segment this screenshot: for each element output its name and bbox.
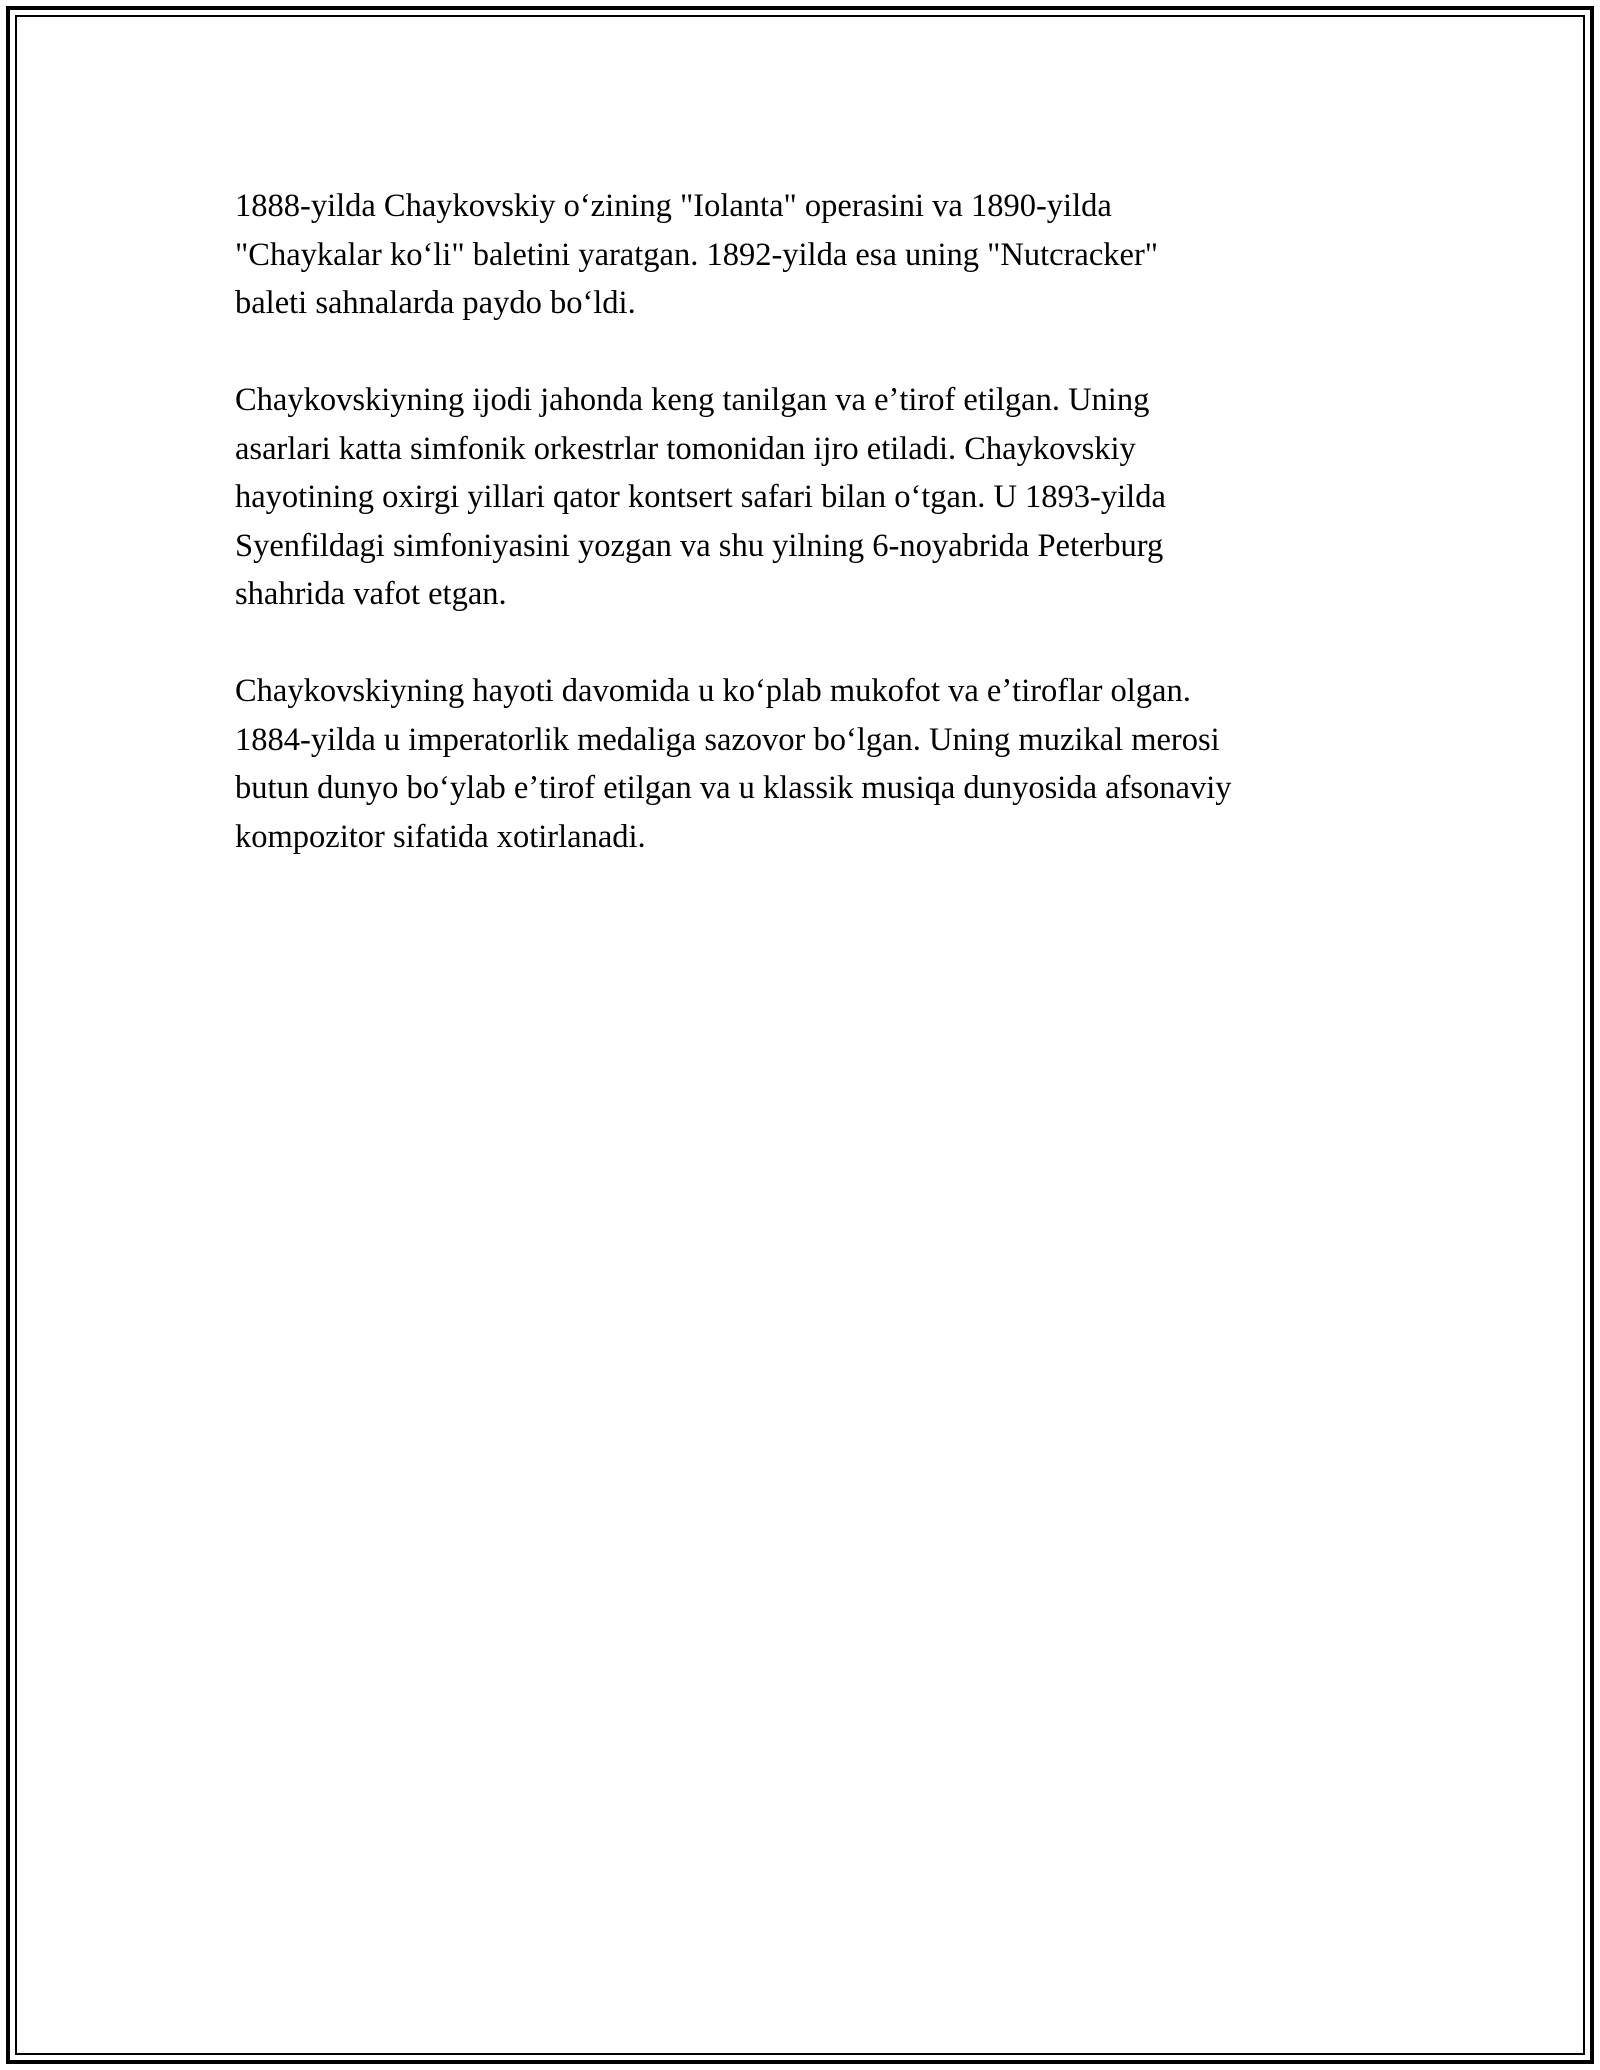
paragraph-3: Chaykovskiyning hayoti davomida u koʻplab mukofot va eʼtiroflar olgan. 1884-yilda u imperatorlik medaliga sazovor boʻlgan. Uning muzikal merosi butun dunyo boʻylab eʼtirof etilgan va u klassik musiqa dunyosida afsonaviy kompozitor sifatida xotirlanadi.: [235, 673, 1232, 855]
document-body: [235, 182, 1375, 910]
paragraph-1: 1888-yilda Chaykovskiy oʻzining "Iolanta" operasini va 1890-yilda "Chaykalar koʻli" baletini yaratgan. 1892-yilda esa uning "Nutcracker" baleti sahnalarda paydo boʻldi.: [235, 188, 1159, 321]
paragraph-2: Chaykovskiyning ijodi jahonda keng tanilgan va eʼtirof etilgan. Uning asarlari katta simfonik orkestrlar tomonidan ijro etiladi. Chaykovskiy hayotining oxirgi yillari qator kontsert safari bilan oʻtgan. U 1893-yilda Syenfildagi simfoniyasini yozgan va shu yilning 6-noyabrida Peterburg shahrida vafot etgan.: [235, 382, 1166, 612]
